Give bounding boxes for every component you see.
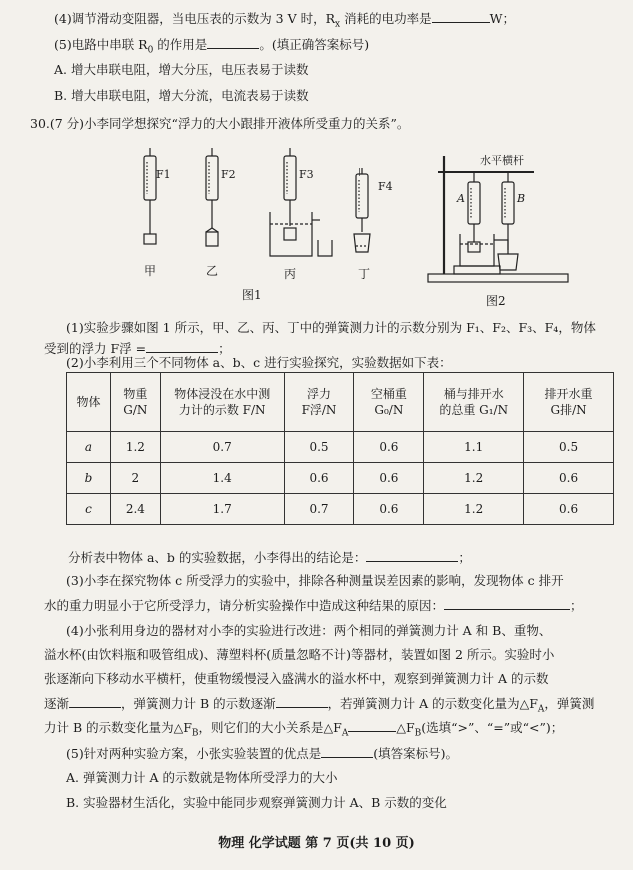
table-cell: a [67, 432, 111, 463]
q4-line2: 溢水杯(由饮料瓶和吸管组成)、薄塑料杯(质量忽略不计)等器材，装置如图 2 所示。实验时小 [44, 647, 555, 662]
table-row [67, 463, 614, 494]
q3-line1: (3)小李在探究物体 c 所受浮力的实验中，排除各种测量误差因素的影响，发现物体 c 排开 [66, 573, 564, 588]
answer-blank-power[interactable] [432, 10, 490, 23]
name-ding: 丁 [358, 267, 371, 281]
q4-line5: 力计 B 的示数变化量为$\triangle F_B$，则它们的大小关系是$\triangle F_A$ $\triangle F_B$(选填“>”、“=”或“<”)； [44, 720, 564, 739]
meter-b-label: B [517, 192, 526, 205]
q5-option-b: B. 实验器材生活化，实验中能同步观察弹簧测力计 A、B 示数的变化 [66, 795, 447, 810]
q5-option-a: A. 弹簧测力计 A 的示数就是物体所受浮力的大小 [66, 770, 338, 785]
name-jia: 甲 [144, 264, 157, 278]
meter-a-label: A [457, 192, 465, 205]
table-cell: b [67, 463, 111, 494]
q4-line1: (4)小张利用身边的器材对小李的实验进行改进：两个相同的弹簧测力计 A 和 B、重物、 [66, 623, 552, 638]
table-cell: 0.6 [524, 494, 614, 525]
figure-1-caption: 图1 [242, 288, 262, 302]
table-cell: 1.1 [424, 432, 524, 463]
answer-blank-a-change[interactable] [69, 695, 121, 708]
q2-conclusion: 分析表中物体 a、b 的实验数据，小李得出的结论是： ； [68, 550, 471, 565]
figure-2-caption: 图2 [486, 294, 506, 308]
page-footer: 物理 化学试题 第 7 页(共 10 页) [218, 836, 415, 851]
answer-blank-relation[interactable] [348, 719, 396, 732]
q2-intro: (2)小李利用三个不同物体 a、b、c 进行实验探究，实验数据如下表： [66, 355, 452, 370]
beam-label: 水平横杆 [480, 154, 524, 167]
answer-blank-reason[interactable] [444, 597, 570, 610]
name-yi: 乙 [206, 264, 219, 278]
q5-line1: (5)针对两种实验方案，小张实验装置的优点是 (填答案标号)。 [66, 746, 458, 761]
answer-blank-advantage[interactable] [321, 745, 373, 758]
table-cell: 2.4 [110, 494, 160, 525]
table-header: 浮力 F浮/N [284, 373, 354, 432]
answer-blank-buoyancy[interactable] [146, 340, 218, 353]
table-row [67, 432, 614, 463]
answer-blank-conclusion[interactable] [366, 549, 458, 562]
label-f2: F2 [221, 168, 236, 181]
q29-5-line: (5)电路中串联 $R_0$ 的作用是 。(填正确答案标号) [54, 37, 370, 56]
answer-blank-b-change[interactable] [276, 695, 328, 708]
table-cell: 2 [110, 463, 160, 494]
table-cell: 0.5 [524, 432, 614, 463]
label-f4: F4 [378, 180, 393, 193]
table-header: 空桶重 G₀/N [354, 373, 424, 432]
label-f3: F3 [299, 168, 314, 181]
table-cell: 0.6 [284, 463, 354, 494]
q4-line3: 张逐渐向下移动水平横杆，使重物缓慢浸入盛满水的溢水杯中，观察到弹簧测力计 A 的示数 [44, 671, 549, 686]
data-table [66, 372, 614, 525]
table-cell: 0.6 [354, 494, 424, 525]
q29-4-line: (4)调节滑动变阻器，当电压表的示数为 3 V 时，$R_x$ 消耗的电功率是 W； [54, 11, 515, 30]
table-cell: 0.6 [354, 432, 424, 463]
table-cell: 0.6 [524, 463, 614, 494]
table-cell: 0.7 [160, 432, 284, 463]
table-cell: 0.7 [284, 494, 354, 525]
table-cell: 1.4 [160, 463, 284, 494]
q3-line2: 水的重力明显小于它所受浮力，请分析实验操作中造成这种结果的原因： ； [44, 598, 583, 613]
q4-line4: 逐渐 ，弹簧测力计 B 的示数逐渐 ，若弹簧测力计 A 的示数变化量为$\triangle F_A$，弹簧测 [44, 696, 595, 715]
answer-blank-r0[interactable] [207, 36, 259, 49]
table-header-row [67, 373, 614, 432]
table-cell: 1.2 [424, 463, 524, 494]
table-header: 物重 G/N [110, 373, 160, 432]
label-f1: F1 [156, 168, 171, 181]
q1-line1: (1)实验步骤如图 1 所示，甲、乙、丙、丁中的弹簧测力计的示数分别为 F₁、F₂、F₃、F₄，物体 [66, 320, 596, 335]
q29-option-a: A. 增大串联电阻，增大分压，电压表易于读数 [54, 62, 309, 77]
name-bing: 丙 [284, 267, 297, 281]
q1-line2: 受到的浮力 F浮 = ； [44, 341, 231, 356]
q30-title: 30.(7 分)小李同学想探究“浮力的大小跟排开液体所受重力的关系”。 [30, 116, 410, 131]
table-header: 物体浸没在水中测 力计的示数 F/N [160, 373, 284, 432]
table-cell: c [67, 494, 111, 525]
figure-2-apparatus [424, 150, 574, 290]
table-cell: 1.7 [160, 494, 284, 525]
table-cell: 0.6 [354, 463, 424, 494]
table-header: 排开水重 G排/N [524, 373, 614, 432]
table-cell: 0.5 [284, 432, 354, 463]
table-cell: 1.2 [110, 432, 160, 463]
table-row [67, 494, 614, 525]
table-header: 物体 [67, 373, 111, 432]
q29-option-b: B. 增大串联电阻，增大分流，电流表易于读数 [54, 88, 309, 103]
table-cell: 1.2 [424, 494, 524, 525]
table-header: 桶与排开水 的总重 G₁/N [424, 373, 524, 432]
